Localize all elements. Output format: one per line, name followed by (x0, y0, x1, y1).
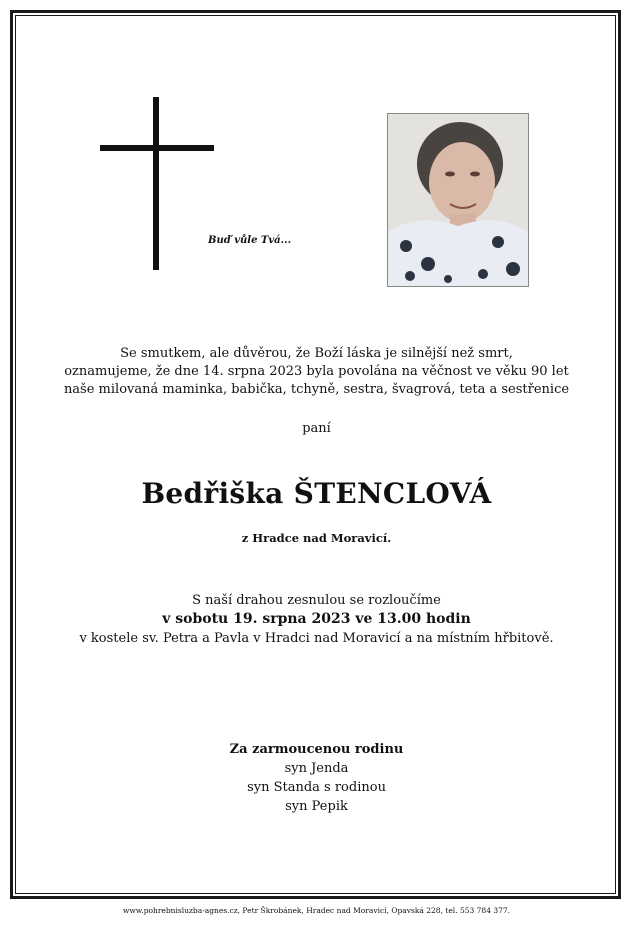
announcement-line: oznamujeme, že dne 14. srpna 2023 byla povolána na věčnost ve věku 90 let (64, 364, 569, 379)
origin-line: z Hradce nad Moravicí. (241, 531, 392, 545)
announcement-line: Se smutkem, ale důvěrou, že Boží láska je silnější než smrt, (120, 346, 513, 361)
farewell-date: v sobotu 19. srpna 2023 ve 13.00 hodin (162, 611, 471, 627)
funeral-service-footer: www.pohrebnisluzba-agnes.cz, Petr Škrobánek, Hradec nad Moravicí, Opavská 228, tel. 553 784 377. (122, 906, 511, 915)
cross-vertical-bar (153, 97, 159, 270)
family-heading: Za zarmoucenou rodinu (229, 742, 404, 757)
portrait-photo (387, 113, 529, 287)
motto: Buď vůle Tvá... (208, 235, 292, 246)
announcement-text (0, 345, 633, 399)
cross-horizontal-bar (100, 145, 214, 151)
deceased-name: Bedřiška ŠTENCLOVÁ (141, 477, 492, 510)
farewell-place: v kostele sv. Petra a Pavla v Hradci nad Moravicí a na místním hřbitově. (79, 631, 554, 646)
portrait-image (388, 114, 528, 286)
family-signature (0, 740, 633, 816)
family-member: syn Standa s rodinou (247, 780, 386, 795)
announcement-line: naše milovaná maminka, babička, tchyně, sestra, švagrová, teta a sestřenice (63, 382, 570, 397)
farewell-intro: S naší drahou zesnulou se rozloučíme (192, 593, 441, 608)
farewell-text (0, 591, 633, 648)
family-member: syn Pepik (285, 799, 348, 814)
family-member: syn Jenda (284, 761, 349, 776)
title-word: paní (302, 421, 331, 436)
